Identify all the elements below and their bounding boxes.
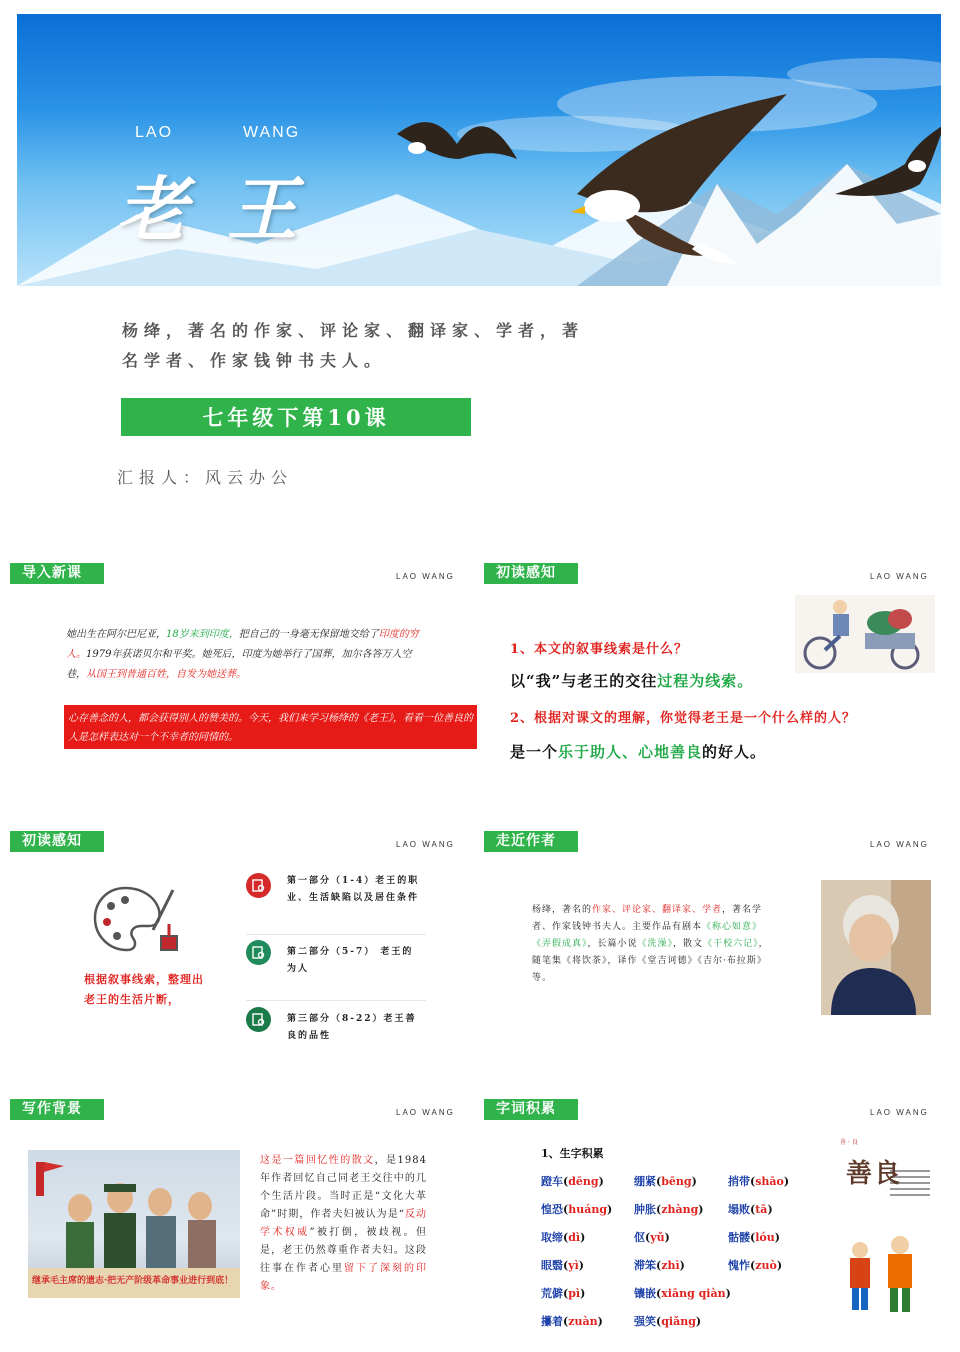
vocab-pinyin: qiǎng [661, 1315, 696, 1328]
vocab-item: 镶嵌(xiāng qiàn) [634, 1287, 731, 1300]
vocab-pinyin: shāo [755, 1175, 784, 1188]
vocab-word: 取缔 [541, 1231, 563, 1244]
vocab-word: 眼翳 [541, 1259, 563, 1272]
vocab-pinyin: zuàn [568, 1315, 598, 1328]
vocab-word: 伛 [634, 1231, 645, 1244]
cover-intro: 杨绛，著名的作家、评论家、翻译家、学者，著名学者、作家钱钟书夫人。 [122, 321, 585, 370]
outline-part-1: 第一部分（1-4）老王的职业、生活缺陷以及居住条件 [287, 876, 420, 903]
tag-first-reading-2: 初读感知 [10, 831, 104, 852]
vocab-item: 滞笨(zhì) [634, 1259, 685, 1272]
intro-highlight-box: 心存善念的人，都会获得别人的赞美的。今天，我们来学习杨绛的《老王》，看看一位善良的人是怎样表达对一个不幸者的同情的。 [64, 705, 477, 749]
vocab-pinyin: zuò [755, 1259, 777, 1272]
vocab-word: 肿胀 [634, 1203, 656, 1216]
outline-part-3: 第三部分（8-22）老王善良的品性 [287, 1014, 417, 1041]
lesson-badge: 七年级下第10课 [121, 398, 471, 436]
vocab-word: 惶恐 [541, 1203, 563, 1216]
vocab-item: 绷紧(bēng) [634, 1175, 697, 1188]
brand-label: LAO WANG [870, 840, 929, 849]
brand-label: LAO WANG [870, 572, 929, 581]
vocab-item: 强笑(qiǎng) [634, 1315, 702, 1328]
brand-label: LAO WANG [396, 1108, 455, 1117]
kindness-art-title: 善良 [846, 1159, 903, 1189]
tag-intro-lesson: 导入新课 [10, 563, 104, 584]
cover-wang: WANG [243, 124, 301, 141]
outline-caption: 根据叙事线索，整理出老王的生活片断， [84, 973, 204, 1006]
divider [246, 1000, 426, 1001]
tag-vocabulary: 字词积累 [484, 1099, 578, 1120]
vocab-pinyin: pì [568, 1287, 581, 1300]
cover-lao: LAO [135, 124, 174, 141]
vocab-word: 绷紧 [634, 1175, 656, 1188]
vocab-pinyin: zhì [661, 1259, 680, 1272]
brand-label: LAO WANG [396, 840, 455, 849]
vocab-pinyin: dēng [568, 1175, 599, 1188]
vocab-item: 惶恐(huáng) [541, 1203, 613, 1216]
vocab-word: 滞笨 [634, 1259, 656, 1272]
vocab-item: 眼翳(yì) [541, 1259, 585, 1272]
vocab-item: 取缔(dì) [541, 1231, 586, 1244]
tag-first-reading: 初读感知 [484, 563, 578, 584]
vocab-pinyin: xiāng qiàn [661, 1287, 726, 1300]
propaganda-poster [28, 1150, 240, 1298]
cover-title: 老王 [117, 168, 337, 251]
vocab-item: 塌败(tā) [728, 1203, 773, 1216]
vocab-word: 愧怍 [728, 1259, 750, 1272]
vocab-item: 攥着(zuàn) [541, 1315, 603, 1328]
brand-label: LAO WANG [870, 1108, 929, 1117]
paint-palette-icon [93, 884, 183, 954]
author-portrait [821, 880, 931, 1015]
vocab-item: 愧怍(zuò) [728, 1259, 783, 1272]
vocab-item: 肿胀(zhàng) [634, 1203, 704, 1216]
vocab-pinyin: dì [568, 1231, 581, 1244]
background-paragraph: 这是一篇回忆性的散文，是1984年作者回忆自己同老王交往中的几个生活片段。当时正是“文化大革命”时期，作者夫妇被认为是“反动学术权威”被打倒，被歧视。但是，老王仍然尊重作者夫妇。这段往事在作者心里留下了深刻的印象。 [260, 1155, 427, 1292]
vocab-pinyin: zhàng [661, 1203, 699, 1216]
poster-caption: 继承毛主席的遗志·把无产阶级革命事业进行到底！ [32, 1276, 234, 1286]
vocab-item: 捎带(shāo) [728, 1175, 790, 1188]
vocab-pinyin: huáng [568, 1203, 608, 1216]
kindness-illustration [830, 1130, 938, 1330]
brand-label: LAO WANG [396, 572, 455, 581]
intro-paragraph: 她出生在阿尔巴尼亚，18岁来到印度，把自己的一身毫无保留地交给了印度的穷人。1979年获诺贝尔和平奖。她死后，印度为她举行了国葬，加尔各答万人空巷，从国王到普通百姓，自发为她送葬。 [66, 629, 419, 680]
vocab-item: 骷髅(lóu) [728, 1231, 780, 1244]
reporter: 汇报人：风云办公 [117, 468, 294, 487]
divider [246, 934, 426, 935]
outline-icon-3 [246, 1007, 271, 1032]
cover-banner [17, 14, 941, 286]
question-2: 2、根据对课文的理解，你觉得老王是一个什么样的人？ [510, 711, 857, 726]
vocab-word: 蹬车 [541, 1175, 563, 1188]
vocab-pinyin: bēng [661, 1175, 692, 1188]
vocab-pinyin: tā [755, 1203, 768, 1216]
vocab-word: 捎带 [728, 1175, 750, 1188]
vocab-word: 强笑 [634, 1315, 656, 1328]
tag-background: 写作背景 [10, 1099, 104, 1120]
vocab-item: 蹬车(dēng) [541, 1175, 604, 1188]
question-1: 1、本文的叙事线索是什么？ [510, 642, 689, 657]
svg-text:善 · 良: 善 · 良 [840, 1139, 858, 1146]
answer-1: 以“我”与老王的交往过程为线索。 [510, 672, 754, 690]
author-paragraph: 杨绛，著名的作家、评论家、翻译家、学者，著名学者、作家钱钟书夫人。主要作品有剧本《称心如意》《弄假成真》，长篇小说《洗澡》，散文《干校六记》，随笔集《将饮茶》，译作《堂吉诃德》《吉尔·布拉斯》等。 [532, 905, 769, 983]
vocab-pinyin: lóu [755, 1231, 775, 1244]
outline-part-2: 第二部分（5-7） 老王的为人 [287, 947, 414, 974]
vocab-word: 荒僻 [541, 1287, 563, 1300]
vocab-word: 塌败 [728, 1203, 750, 1216]
outline-icon-2 [246, 940, 271, 965]
vocab-pinyin: yǔ [650, 1231, 665, 1244]
tricycle-illustration [795, 595, 935, 673]
vocab-item: 伛(yǔ) [634, 1231, 670, 1244]
vocab-word: 骷髅 [728, 1231, 750, 1244]
vocab-item: 荒僻(pì) [541, 1287, 586, 1300]
tag-author: 走近作者 [484, 831, 578, 852]
vocab-word: 镶嵌 [634, 1287, 656, 1300]
vocab-title: 1、生字积累 [541, 1147, 604, 1160]
vocab-pinyin: yì [568, 1259, 579, 1272]
answer-2: 是一个乐于助人、心地善良的好人。 [510, 743, 767, 761]
vocab-word: 攥着 [541, 1315, 563, 1328]
outline-icon-1 [246, 873, 271, 898]
